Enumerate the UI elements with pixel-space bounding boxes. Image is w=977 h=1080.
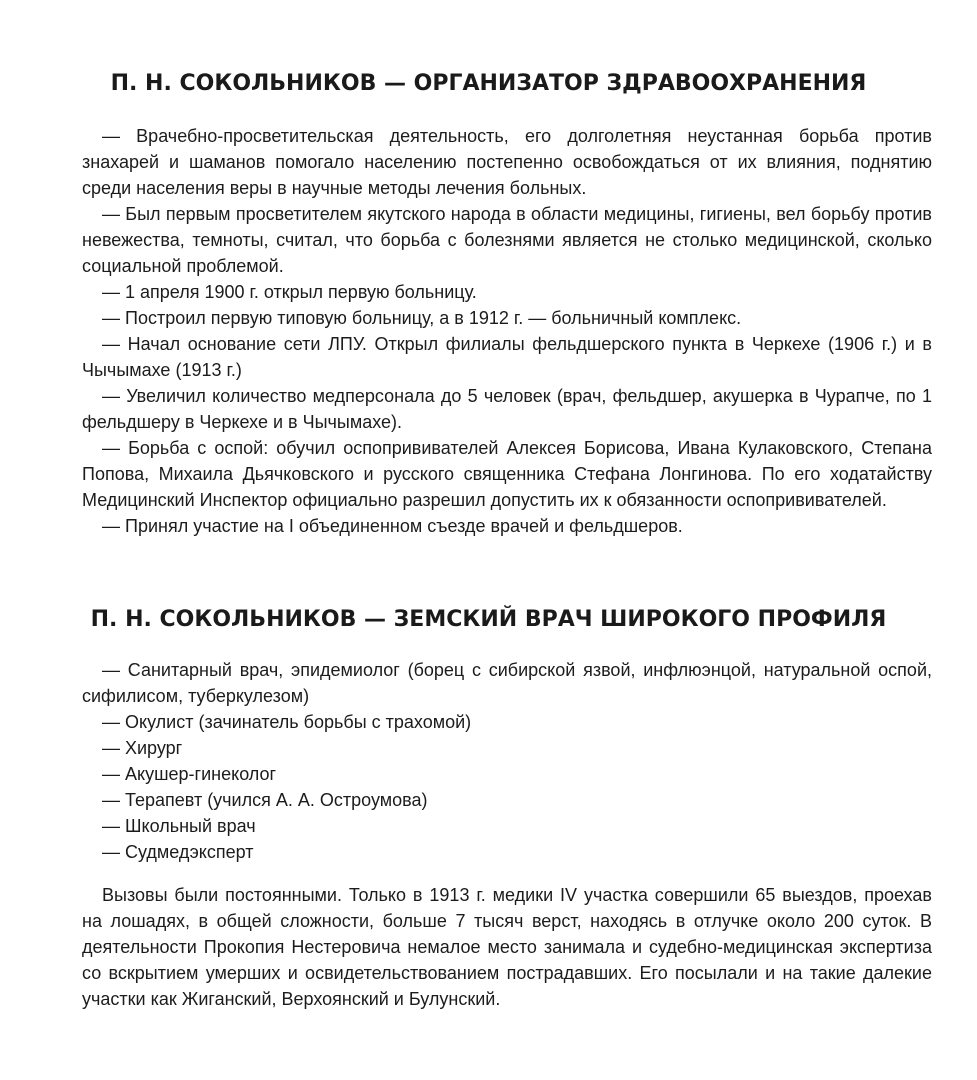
section1-paragraph: — Увеличил количество медперсонала до 5 человек (врач, фельдшер, акушерка в Чурапче, по 1 фельдшеру в Черкехе и в Чычымахе).	[82, 386, 932, 432]
section2-list	[82, 657, 932, 865]
section1-paragraph: — 1 апреля 1900 г. открыл первую больницу.	[102, 282, 477, 302]
section2-list-item: — Судмедэксперт	[102, 842, 254, 862]
section2-list-item: — Терапевт (учился А. А. Остроумова)	[102, 790, 428, 810]
section2-list-item: — Санитарный врач, эпидемиолог (борец с сибирской язвой, инфлюэнцой, натуральной оспой, сифилисом, туберкулезом)	[82, 660, 932, 706]
section2-title: П. Н. СОКОЛЬНИКОВ — ЗЕМСКИЙ ВРАЧ ШИРОКОГО ПРОФИЛЯ	[90, 607, 887, 632]
section2-list-item: — Акушер-гинеколог	[102, 764, 277, 784]
section1-paragraph: — Принял участие на I объединенном съезде врачей и фельдшеров.	[102, 516, 683, 536]
section1-title: П. Н. СОКОЛЬНИКОВ — ОРГАНИЗАТОР ЗДРАВООХРАНЕНИЯ	[110, 71, 867, 96]
section2-closing	[82, 882, 932, 1012]
section1-paragraph: — Был первым просветителем якутского народа в области медицины, гигиены, вел борьбу против невежества, темноты, считал, что борьба с болезнями является не столько медицинской, сколько социальной проблемой.	[82, 204, 932, 276]
section1-paragraph: — Построил первую типовую больницу, а в 1912 г. — больничный комплекс.	[102, 308, 742, 328]
section1-body	[82, 123, 932, 539]
section2-list-item: — Школьный врач	[102, 816, 256, 836]
section2-list-item: — Окулист (зачинатель борьбы с трахомой)	[102, 712, 472, 732]
section1-paragraph: — Врачебно-просветительская деятельность, его долголетняя неустанная борьба против знахарей и шаманов помогало населению постепенно освобождаться от их влияния, поднятию среди населения веры в научные методы лечения больных.	[82, 126, 932, 198]
section1-paragraph: — Начал основание сети ЛПУ. Открыл филиалы фельдшерского пункта в Черкехе (1906 г.) и в Чычымахе (1913 г.)	[82, 334, 932, 380]
section1-paragraph: — Борьба с оспой: обучил оспопрививателей Алексея Борисова, Ивана Кулаковского, Степана Попова, Михаила Дьячковского и русского священника Стефана Лонгинова. По его ходатайству Медицинский Инспектор официально разрешил допустить их к обязанности оспопрививателей.	[82, 438, 932, 510]
section2-list-item: — Хирург	[102, 738, 183, 758]
closing-paragraph: Вызовы были постоянными. Только в 1913 г. медики IV участка совершили 65 выездов, проехав на лошадях, в общей сложности, больше 7 тысяч верст, находясь в отлучке около 200 суток. В деятельности Прокопия Нестеровича немалое место занимала и судебно-медицинская экспертиза со вскрытием умерших и освидетельствованием пострадавших. Его посылали и на такие далекие участки как Жиганский, Верхоянский и Булунский.	[82, 885, 932, 1009]
